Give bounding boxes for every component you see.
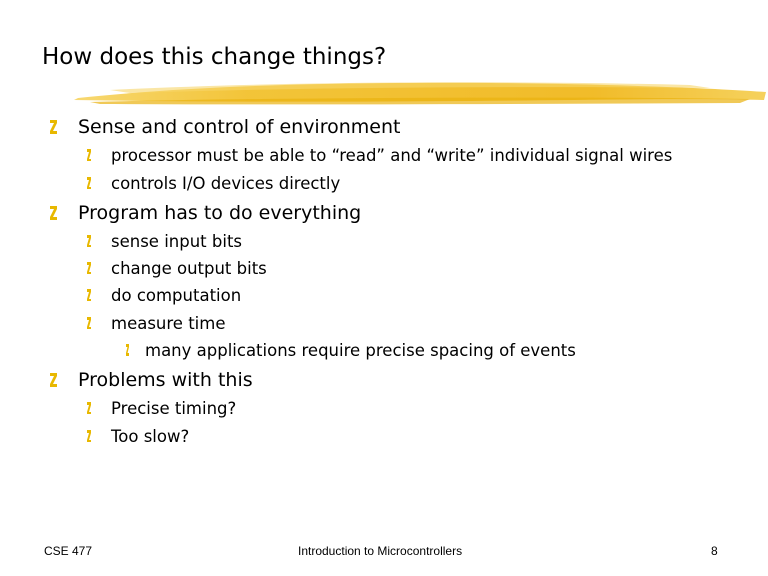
- bullet-marker-icon: [49, 372, 58, 388]
- footer-page-number: 8: [711, 544, 718, 558]
- sub-bullet-item: controls I/O devices directly: [111, 174, 341, 193]
- bullet-marker-icon: [49, 119, 58, 135]
- sub-bullet-item: measure time: [111, 314, 226, 333]
- sub-bullet-item: change output bits: [111, 259, 267, 278]
- sub-bullet-marker-icon: [86, 176, 92, 190]
- sub-bullet-marker-icon: [86, 234, 92, 248]
- sub-sub-bullet-marker-icon: [126, 344, 129, 356]
- sub-bullet-marker-icon: [86, 429, 92, 443]
- sub-bullet-item: processor must be able to “read” and “write” individual signal wires: [111, 146, 673, 165]
- bullet-item: Problems with this: [78, 369, 253, 391]
- bullet-item: Sense and control of environment: [78, 116, 401, 138]
- sub-bullet-marker-icon: [86, 261, 92, 275]
- sub-bullet-item: Precise timing?: [111, 399, 237, 418]
- sub-bullet-marker-icon: [86, 316, 92, 330]
- sub-sub-bullet-item: many applications require precise spacing of events: [145, 341, 576, 360]
- bullet-marker-icon: [49, 205, 58, 221]
- sub-bullet-item: do computation: [111, 286, 242, 305]
- sub-bullet-item: Too slow?: [111, 427, 190, 446]
- sub-bullet-marker-icon: [86, 401, 92, 415]
- footer-course: CSE 477: [44, 544, 93, 558]
- sub-bullet-item: sense input bits: [111, 232, 243, 251]
- sub-bullet-marker-icon: [86, 148, 92, 162]
- bullet-item: Program has to do everything: [78, 202, 362, 224]
- sub-bullet-marker-icon: [86, 288, 92, 302]
- slide-title: How does this change things?: [42, 44, 387, 70]
- footer-topic: Introduction to Microcontrollers: [298, 544, 463, 558]
